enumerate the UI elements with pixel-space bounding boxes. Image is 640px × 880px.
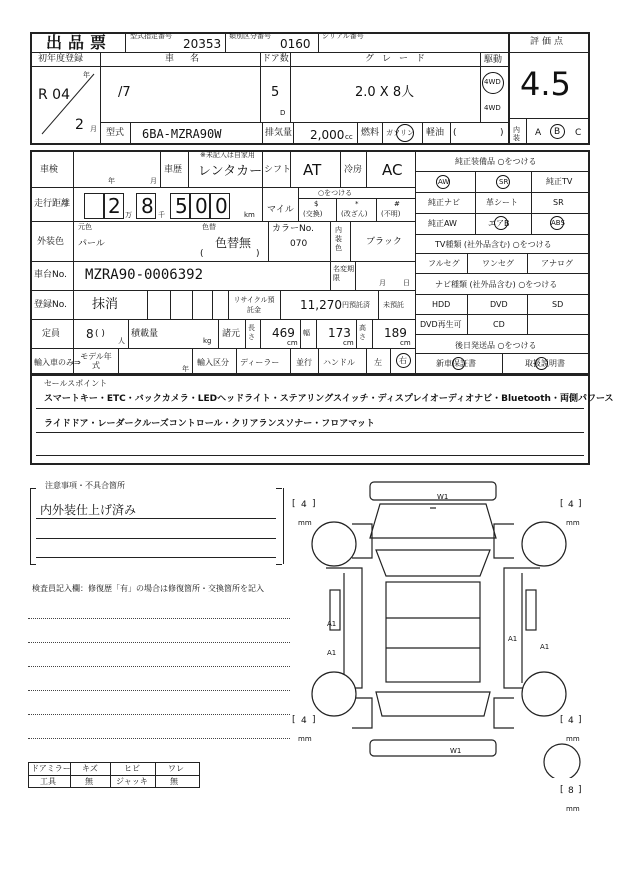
items-v-2: ジャッキ (116, 777, 148, 786)
mark-w1-front: W1 (437, 493, 449, 501)
color-change-label: 色替 (202, 223, 216, 231)
chassis-label: 車台No. (34, 270, 67, 280)
sales-label: セールスポイント (44, 379, 108, 388)
tire-fl-unit: mm (298, 519, 312, 527)
paren-open: ( (453, 128, 457, 138)
interior-b: B (554, 127, 561, 137)
items-h-3: ワレ (168, 764, 184, 773)
tv-r-c2: ワンセグ (482, 259, 514, 268)
recycle-unpaid: 未預託 (383, 301, 404, 309)
equip-r3-c3: ABS (551, 219, 565, 227)
tire-rr-unit: mm (566, 735, 580, 743)
notes-label: 注意事項・不具合箇所 (42, 482, 128, 490)
eval-label: 評価点 (530, 37, 567, 47)
load-unit: kg (203, 337, 212, 345)
dims-label: 諸元 (222, 329, 241, 339)
navi-r-c3: SD (552, 300, 564, 309)
spare-value: 8 (568, 786, 574, 796)
width-value: 173 (328, 326, 351, 340)
eval-score: 4.5 (520, 65, 571, 103)
equip-r2-c3: SR (553, 198, 564, 207)
sales-line-2: ライドドア・レーダークルーズコントロール・クリアランスソナー・フロアマット (44, 419, 375, 429)
height-unit: cm (400, 339, 411, 347)
mark-a1-right: A1 (508, 635, 518, 643)
shift-value: AT (303, 161, 322, 179)
equip-r3-c2: エアB (488, 219, 510, 228)
tire-fr-unit: mm (566, 519, 580, 527)
tire-fr-bracket-open: [ (560, 499, 564, 509)
interior-a: A (535, 128, 542, 138)
tv-r-c3: アナログ (541, 259, 573, 268)
load-label: 積載量 (131, 329, 159, 339)
equip-r1-c2: SR (499, 178, 509, 186)
katashiki-label: 型式指定番号 (130, 32, 172, 40)
tire-rr-value: 4 (568, 716, 574, 726)
import-label: 輸入車のみ⇒ (34, 358, 81, 367)
items-h-2: ヒビ (124, 764, 140, 773)
displacement-value: 2,000 (310, 128, 345, 142)
tire-rl-unit: mm (298, 735, 312, 743)
tire-fr-value: 4 (568, 500, 574, 510)
first-reg-month: 2 (75, 117, 84, 133)
equip-r3-c1: 純正AW (428, 219, 457, 228)
inspector-label: 検査員記入欄：修復歴「有」の場合は修復箇所・交換箇所を記入 (32, 584, 264, 593)
shaken-month-unit: 月 (150, 177, 157, 185)
orig-color-label: 元色 (78, 223, 92, 231)
tire-rl-bracket-close: ] (312, 715, 316, 725)
drive-label: 駆動 (484, 55, 503, 65)
shaken-label: 車検 (40, 165, 59, 175)
mile-label: マイル (267, 205, 294, 215)
navi-title: ナビ種類 (社外品含む) ○をつける (435, 280, 558, 289)
reg-value: 抹消 (92, 297, 119, 312)
first-reg-month-unit: 月 (90, 125, 97, 133)
sales-line-1: スマートキー・ETC・バックカメラ・LEDヘッドライト・ステアリングスイッチ・ディスプレイオーディオナビ・Bluetooth・両側パワース (44, 394, 614, 404)
length-unit: cm (287, 339, 298, 347)
import-class-label: 輸入区分 (197, 358, 229, 367)
parallel-label: 並行 (296, 358, 312, 367)
displacement-unit: cc (345, 133, 353, 141)
tire-rr-bracket-open: [ (560, 715, 564, 725)
meigi-day: 日 (403, 279, 410, 287)
interior-label: 内装 (513, 126, 520, 142)
katashiki-value: 20353 (183, 37, 222, 51)
length-label: 長さ (248, 324, 255, 341)
items-h-1: キズ (82, 764, 98, 773)
notes-bracket (30, 488, 284, 564)
chassis-value: MZRA90-0006392 (85, 267, 204, 283)
color-paren-open: ( (200, 249, 204, 259)
later-c1: 新車保証書 (436, 359, 476, 368)
mark-a1-left-low: A1 (327, 649, 337, 657)
model-label: 型式 (106, 128, 125, 138)
equip-r2-c2: 革シート (486, 198, 518, 207)
unknown-text: (不明) (381, 210, 401, 218)
interior-color-label: 内装色 (335, 226, 342, 252)
exchange-symbol: $ (314, 200, 319, 208)
spare-bracket-close: ] (578, 785, 582, 795)
items-v-3: 無 (170, 777, 178, 786)
recycle-label: リサイクル預託金 (233, 296, 275, 314)
color-paren-close: ) (256, 249, 260, 259)
capacity-label: 定員 (42, 329, 61, 339)
tire-rl-value: 4 (301, 716, 307, 726)
recycle-value: 11,270 (300, 298, 342, 312)
doors-value: 5 (271, 85, 280, 100)
interior-color-value: ブラック (366, 237, 402, 247)
ac-value: AC (382, 161, 403, 179)
shift-label: シフト (264, 165, 292, 175)
equip-r2-c1: 純正ナビ (428, 198, 460, 207)
items-h-0: ドアミラー (31, 764, 71, 773)
km-unit: km (244, 211, 255, 219)
tire-fl-bracket-open: [ (292, 499, 296, 509)
mark-a1-left: A1 (327, 620, 337, 628)
dealer-label: ディーラー (240, 358, 280, 367)
right-label: 右 (399, 356, 407, 365)
exchange-text: (交換) (303, 210, 323, 218)
height-value: 189 (384, 326, 407, 340)
spare-unit: mm (566, 805, 580, 813)
serial-label: シリアル番号 (322, 32, 364, 40)
tire-rl-bracket-open: [ (292, 715, 296, 725)
mileage-man-unit: 万 (125, 211, 132, 219)
doors-label: ドア数 (262, 54, 289, 64)
color-change-value: 色替無 (215, 236, 252, 250)
dvd-label: DVD再生可 (420, 320, 462, 329)
navi-r-c1: HDD (432, 300, 451, 309)
height-label: 高さ (359, 324, 366, 341)
name-label: 車名 (165, 54, 216, 64)
left-label: 左 (374, 358, 382, 367)
items-v-1: 無 (85, 777, 93, 786)
ruibetsu-value: 0160 (280, 37, 311, 51)
capacity-paren: ( ) (95, 329, 105, 339)
drive-4wd-text: 4WD (484, 104, 501, 112)
paren-close: ) (500, 128, 504, 138)
history-note: ※未記入は自家用 (200, 151, 255, 159)
meigi-month: 月 (379, 279, 386, 287)
mileage-label: 走行距離 (34, 199, 71, 209)
color-no-value: 070 (290, 239, 308, 249)
grade-value: 2.0 X 8人 (355, 85, 415, 100)
reg-label: 登録No. (34, 300, 67, 310)
handle-label: ハンドル (323, 358, 355, 367)
width-unit: cm (343, 339, 354, 347)
mileage-digit-2: 8 (141, 194, 154, 218)
first-reg-label: 初年度登録 (38, 54, 84, 64)
tire-fl-bracket-close: ] (312, 499, 316, 509)
tire-fl-value: 4 (301, 500, 307, 510)
mileage-digit-3: 5 (175, 194, 188, 218)
cd-label: CD (493, 320, 505, 329)
doors-sub: D (280, 109, 286, 117)
mileage-digit-1: 2 (108, 194, 121, 218)
tamper-text: (改ざん) (341, 210, 368, 218)
later-title: 後日発送品 ○をつける (455, 341, 537, 350)
model-value: 6BA-MZRA90W (142, 127, 222, 141)
mileage-sen-unit: 千 (158, 211, 165, 219)
capacity-unit: 人 (118, 337, 125, 345)
orig-color-value: パール (78, 239, 105, 249)
recycle-unit: 円預託済 (342, 301, 370, 309)
spare-bracket-open: [ (560, 785, 564, 795)
notes-line-1: 内外装仕上げ済み (40, 503, 137, 517)
displacement-label: 排気量 (265, 128, 293, 138)
fuel-value: ガソリン (386, 129, 414, 137)
model-year-label: モデル年式 (80, 352, 112, 370)
car-diagram (300, 478, 590, 778)
model-year-unit: 年 (182, 365, 189, 373)
width-label: 幅 (303, 329, 310, 337)
tv-title: TV種類 (社外品含む) ○をつける (435, 240, 552, 249)
tamper-symbol: * (355, 200, 359, 208)
mark-a1-right-edge: A1 (540, 643, 550, 651)
page-title: 出品票 (46, 33, 113, 52)
tv-r-c1: フルセグ (428, 259, 460, 268)
unknown-symbol: # (394, 200, 400, 208)
ruibetsu-label: 類別区分番号 (229, 32, 271, 40)
car-name-value: /7 (118, 85, 131, 100)
mileage-digit-4: 0 (195, 194, 208, 218)
navi-r-c2: DVD (490, 300, 508, 309)
length-value: 469 (272, 326, 295, 340)
history-value: レンタカー (198, 164, 263, 179)
later-c2: 取扱説明書 (525, 359, 565, 368)
mileage-digit-5: 0 (215, 194, 228, 218)
mark-w1-rear: W1 (450, 747, 462, 755)
grade-label: グレード (365, 54, 434, 64)
ac-label: 冷房 (344, 165, 363, 175)
first-reg-slash (40, 72, 96, 136)
first-reg-era: R 04 (38, 87, 70, 103)
light-oil-label: 軽油 (426, 128, 445, 138)
drive-4wd-circle-text: 4WD (484, 78, 501, 86)
interior-c: C (575, 128, 582, 138)
circle-note: ○をつける (318, 189, 353, 197)
equip-title: 純正装備品 ○をつける (455, 157, 537, 166)
first-reg-year-unit: 年 (83, 71, 90, 79)
items-v-0: 工具 (40, 777, 56, 786)
shaken-year-unit: 年 (108, 177, 115, 185)
tire-fr-bracket-close: ] (578, 499, 582, 509)
tire-rr-bracket-close: ] (578, 715, 582, 725)
capacity-value: 8 (86, 327, 94, 341)
color-label: 外装色 (37, 237, 65, 247)
equip-r1-c3: 純正TV (546, 177, 573, 186)
fuel-label: 燃料 (361, 128, 380, 138)
equip-r1-c1: AW (438, 178, 450, 186)
meigi-label: 名変期限 (333, 265, 354, 282)
history-label: 車歴 (164, 165, 183, 175)
color-no-label: カラーNo. (272, 224, 314, 234)
